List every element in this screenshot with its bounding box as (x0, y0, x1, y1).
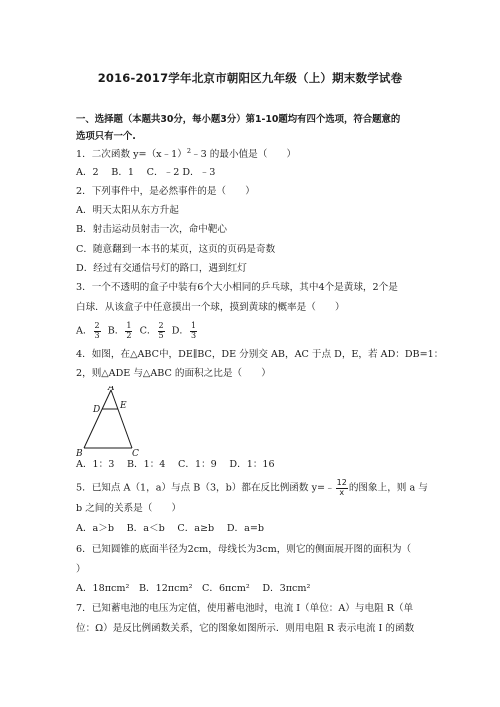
q3-stem-line2: 白球．从该盒子中任意摸出一个球，摸到黄球的概率是（ ） (76, 302, 345, 313)
q2-option-a: A．明天太阳从东方升起 (76, 205, 179, 216)
q3-option-b: B． $\frac{1}{2}$ (107, 321, 132, 340)
q5-stem-line2: b 之间的关系是（ ） (76, 503, 182, 514)
section-heading-line2: 选项只有一个. (76, 131, 136, 142)
section-heading-line1: 一、选择题（本题共30分，每小题3分）第1-10题均有四个选项，符合题意的 (76, 114, 401, 125)
q6-stem-line1: 6．已知圆锥的底面半径为2cm，母线长为3cm，则它的侧面展开图的面积为（ (76, 544, 412, 555)
q4-stem-line1: 4．如图，在△ABC中，DE∥BC，DE 分别交 AB，AC 于点 D，E，若 AD：DB=1： (76, 349, 444, 360)
q1-stem: 1．二次函数 y=（x﹣1）$^2$﹣3 的最小值是（ ） (76, 146, 297, 160)
triangle-figure (76, 386, 166, 456)
q2-stem: 2．下列事件中，是必然事件的是（ ） (76, 186, 255, 197)
q6-options: A．18πcm² B．12πcm² C．6πcm² D．3πcm² (76, 583, 311, 594)
label-b: B (76, 449, 83, 456)
q5-fraction: $\frac{12}{x}$ (336, 478, 347, 497)
q5-options: A．a＞b B．a＜b C．a≥b D．a=b (76, 523, 265, 534)
label-d: D (93, 405, 101, 415)
q7-stem-line2: 位：Ω）是反比例函数关系，它的图象如图所示．则用电阻 R 表示电流 I 的函数 (76, 623, 415, 634)
q4-stem-line2: 2，则△ADE 与△ABC 的面积之比是（ ） (76, 368, 271, 379)
label-e: E (120, 401, 127, 411)
q3-option-d: D． $\frac{1}{3}$ (171, 321, 197, 340)
triangle-diagram (76, 386, 166, 456)
q2-option-c: C．随意翻到一本书的某页，这页的页码是奇数 (76, 244, 276, 255)
q6-stem-line2: ） (76, 564, 86, 575)
q1-options: A．2 B．1 C．﹣2 D．﹣3 (76, 167, 216, 178)
q2-option-b: B．射击运动员射击一次，命中靶心 (76, 224, 227, 235)
q3-stem-line1: 3．一个不透明的盒子中装有6个大小相同的乒乓球，其中4个是黄球，2个是 (76, 282, 398, 293)
label-a: A (108, 386, 115, 393)
q2-option-d: D．经过有交通信号灯的路口，遇到红灯 (76, 263, 247, 274)
q5-stem-line1: 5．已知点 A（1，a）与点 B（3，b）都在反比例函数 y=﹣ $\frac{12}{x}$ 的图象上，则 a 与 (76, 478, 428, 497)
label-c: C (132, 449, 139, 456)
q3-option-a: A． $\frac{2}{3}$ (76, 321, 100, 340)
side-ac (111, 390, 132, 448)
q4-options: A．1：3 B．1：4 C．1：9 D．1：16 (76, 459, 275, 470)
page-title: 2016-2017学年北京市朝阳区九年级（上）期末数学试卷 (97, 71, 403, 85)
q3-options (76, 322, 428, 340)
q7-stem-line1: 7．已知蓄电池的电压为定值，使用蓄电池时，电流 I（单位：A）与电阻 R（单 (76, 603, 414, 614)
side-ab (84, 390, 111, 448)
q3-option-c: C． $\frac{2}{5}$ (139, 321, 164, 340)
